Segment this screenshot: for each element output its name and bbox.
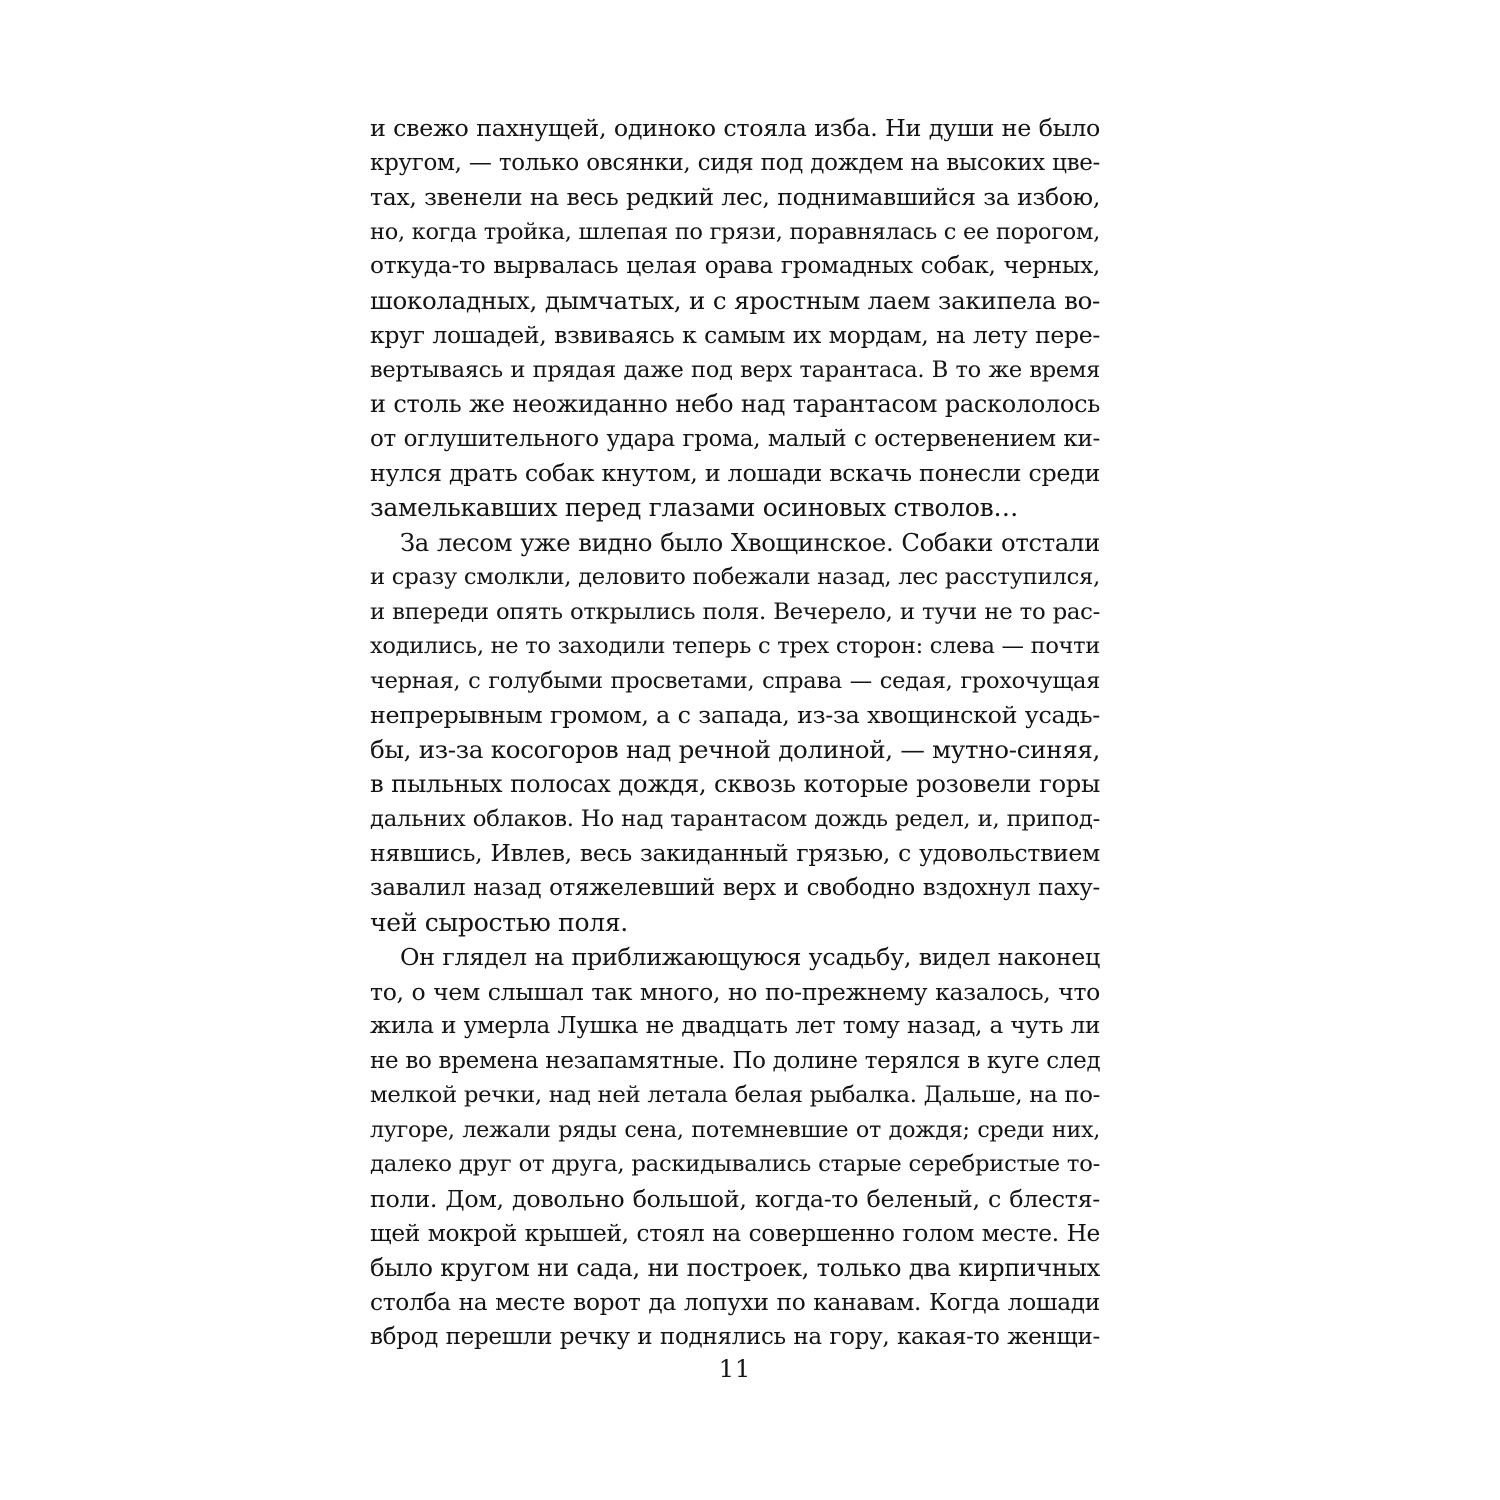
text-line: завалил назад отяжелевший верх и свободно вздохнул паху- [370,875,1100,902]
text-line: откуда-то вырвалась целая орава громадных собак, черных, [370,252,1100,280]
text-line: то, о чем слышал так много, но по-прежнему казалось, что [370,977,1100,1006]
text-line: чей сыростью поля. [370,907,628,937]
text-line: было кругом ни сада, ни построек, только два кирпичных [370,1253,1100,1283]
text-line: нулся драть собак кнутом, и лошади вскачь понесли среди [370,459,1100,488]
text-line: нявшись, Ивлев, весь закиданный грязью, с удовольствием [370,839,1100,868]
text-line: шоколадных, дымчатых, и с яростным лаем закипела во- [370,285,1100,315]
text-line: столба на месте ворот да лопухи по канавам. Когда лошади [370,1288,1100,1316]
text-line: и свежо пахнущей, одиноко стояла изба. Ни души не было [370,114,1100,142]
text-line: и столь же неожиданно небо над тарантасом раскололось [370,390,1100,419]
text-line: не во времена незапамятные. По долине терялся в куге след [370,1047,1101,1074]
text-line: круг лошадей, взвиваясь к самым их мордам, на лету пере- [370,321,1100,350]
text-line: и впереди опять открылись поля. Вечерело, и тучи не то рас- [370,598,1100,625]
text-line: но, когда тройка, шлепая по грязи, поравнялась с ее порогом, [370,218,1100,245]
text-line: ходились, не то заходили теперь с трех сторон: слева — почти [370,633,1100,660]
text-line: и сразу смолкли, деловито побежали назад, лес расступился, [370,564,1100,591]
body-text [370,111,1100,1355]
text-line: дальних облаков. Но над тарантасом дождь редел, и, припод- [370,805,1100,832]
text-line: черная, с голубыми просветами, справа — седая, грохочущая [370,667,1100,694]
text-line: далеко друг от друга, раскидывались старые серебристые то- [370,1151,1100,1178]
text-line: кругом, — только овсянки, сидя под дождем на высоких цве- [370,149,1100,176]
text-line: щей мокрой крышей, стоял на совершенно голом месте. Не [370,1219,1100,1247]
text-line: лугоре, лежали ряды сена, потемневшие от дождя; среди них, [370,1116,1100,1143]
text-line: вертываясь и прядая даже под верх тарантаса. В то же время [370,356,1100,383]
text-line: За лесом уже видно было Хвощинское. Собаки отстали [400,527,1100,557]
text-line: мелкой речки, над ней летала белая рыбалка. Дальше, на по- [370,1082,1100,1109]
text-line: непрерывным громом, а с запада, из-за хвощинской усадь- [370,701,1100,730]
text-line: замелькавших перед глазами осиновых стволов… [370,493,1019,523]
text-line: от оглушительного удара грома, малый с остервенением ки- [370,425,1100,452]
text-line: поли. Дом, довольно большой, когда-то беленый, с блестя- [370,1184,1100,1213]
text-line: тах, звенели на весь редкий лес, поднимавшийся за избою, [370,183,1100,212]
text-line: в пыльных полосах дождя, сквозь которые розовели горы [370,769,1100,799]
text-line: вброд перешли речку и поднялись на гору, какая-то женщи- [370,1324,1100,1351]
text-line: бы, из-за косогоров над речной долиной, — мутно-синяя, [370,734,1100,764]
text-line: Он глядел на приближающуюся усадьбу, видел наконец [400,943,1100,972]
text-line: жила и умерла Лушка не двадцать лет тому назад, а чуть ли [370,1013,1100,1040]
book-page [370,111,1100,1391]
page-number: 11 [718,1355,752,1383]
